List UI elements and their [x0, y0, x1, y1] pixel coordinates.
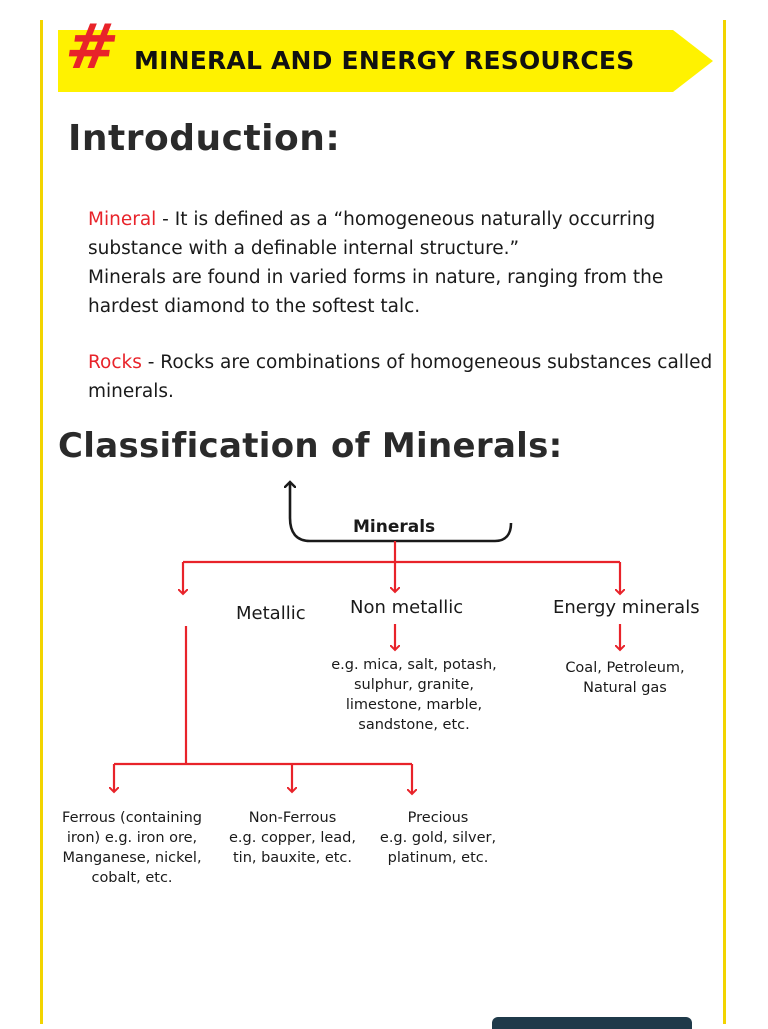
node-minerals: Minerals — [353, 517, 436, 537]
example-line: Ferrous (containing — [62, 810, 202, 826]
example-line: platinum, etc. — [387, 850, 489, 866]
example-line: Natural gas — [583, 680, 667, 696]
node-non-metallic: Non metallic — [350, 597, 464, 618]
introduction-heading: Introduction: — [68, 118, 341, 159]
rocks-definition-text: - Rocks are combinations of homogeneous substances called minerals. — [88, 352, 713, 402]
hash-symbol: # — [60, 10, 124, 83]
energy-examples — [545, 658, 705, 698]
rocks-term: Rocks — [88, 352, 142, 373]
precious-examples — [374, 808, 502, 868]
example-line: iron) e.g. iron ore, — [66, 830, 198, 846]
banner-title: MINERAL AND ENERGY RESOURCES — [134, 46, 635, 75]
example-line: cobalt, etc. — [91, 870, 173, 886]
mineral-forms-text: Minerals are found in varied forms in nature, ranging from the hardest diamond to the softest talc. — [88, 267, 664, 317]
example-line: tin, bauxite, etc. — [232, 850, 353, 866]
mineral-term: Mineral — [88, 209, 157, 230]
bottom-tab — [492, 1017, 692, 1029]
node-metallic: Metallic — [236, 603, 306, 624]
example-line: Precious — [407, 810, 469, 826]
example-line: Coal, Petroleum, — [565, 660, 685, 676]
example-line: Non-Ferrous — [248, 810, 337, 826]
non-ferrous-examples — [220, 808, 365, 868]
example-line: sulphur, granite, — [353, 677, 475, 693]
example-line: sandstone, etc. — [358, 717, 470, 733]
example-line: e.g. mica, salt, potash, — [331, 657, 497, 673]
example-line: limestone, marble, — [345, 697, 483, 713]
example-line: e.g. gold, silver, — [379, 830, 497, 846]
classification-heading: Classification of Minerals: — [58, 426, 563, 466]
example-line: e.g. copper, lead, — [229, 830, 356, 846]
node-energy-minerals: Energy minerals — [553, 597, 700, 618]
ferrous-examples — [52, 808, 212, 888]
mineral-definition-text: - It is defined as a “homogeneous naturally occurring substance with a definable internal structure.” — [88, 209, 656, 259]
non-metallic-examples — [314, 655, 514, 735]
example-line: Manganese, nickel, — [62, 850, 202, 866]
